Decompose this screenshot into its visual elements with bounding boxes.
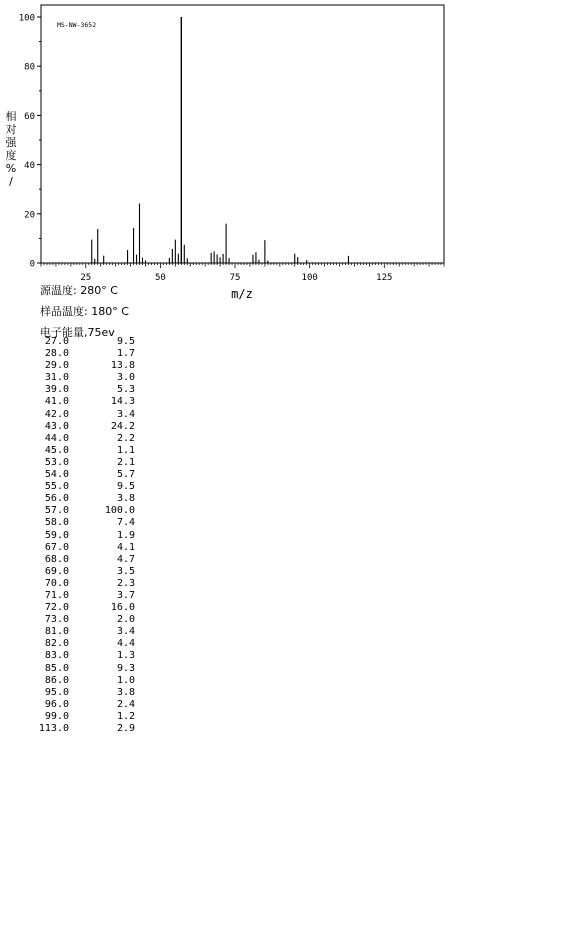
peak-row — [34, 421, 144, 433]
y-axis-label-char: 强 — [5, 136, 17, 149]
peak-mz: 58.0 — [44, 517, 69, 529]
peak-row — [34, 445, 144, 457]
peak-row — [34, 372, 144, 384]
peak-mz: 69.0 — [44, 565, 69, 577]
peak-row — [34, 469, 144, 481]
y-axis-label-char: 度 — [5, 149, 17, 162]
peak-intensity: 3.8 — [116, 686, 135, 698]
peak-row — [34, 409, 144, 421]
peak-mz: 31.0 — [44, 372, 69, 384]
x-tick-label: 125 — [376, 273, 393, 283]
peak-mz: 39.0 — [44, 384, 69, 396]
peak-row — [34, 481, 144, 493]
peak-mz: 71.0 — [44, 589, 69, 601]
peak-intensity: 1.3 — [116, 650, 135, 662]
peak-row — [34, 650, 144, 662]
y-tick-label: 20 — [24, 210, 35, 221]
peak-mz: 55.0 — [44, 481, 69, 493]
x-axis-label: m/z — [231, 287, 253, 301]
peak-mz: 70.0 — [44, 577, 69, 589]
peak-intensity: 2.0 — [116, 614, 135, 626]
peak-mz: 29.0 — [44, 360, 69, 372]
peak-intensity: 2.3 — [116, 577, 135, 589]
peak-intensity: 1.2 — [116, 710, 135, 722]
source-temperature: 源温度: 280° C — [40, 284, 118, 297]
y-axis-label-char: / — [9, 175, 13, 188]
peak-row — [34, 433, 144, 445]
peak-mz: 27.0 — [44, 336, 69, 347]
peak-mz: 59.0 — [44, 529, 69, 541]
peak-intensity: 3.8 — [116, 493, 135, 505]
y-tick-label: 60 — [24, 111, 35, 122]
peak-row — [34, 530, 144, 542]
y-tick-label: 80 — [24, 62, 35, 73]
peak-mz: 83.0 — [44, 650, 69, 662]
peak-mz: 72.0 — [44, 602, 69, 614]
peak-row — [34, 723, 144, 735]
peak-row — [34, 711, 144, 723]
y-tick-label: 40 — [24, 161, 35, 172]
peak-mz: 45.0 — [44, 444, 69, 456]
peak-intensity: 13.8 — [110, 360, 135, 372]
peak-row — [34, 336, 144, 348]
peak-intensity: 1.0 — [116, 674, 135, 686]
peak-row — [34, 663, 144, 675]
peak-mz: 28.0 — [44, 348, 69, 360]
y-axis-label-char: % — [5, 162, 17, 175]
x-tick-label: 25 — [80, 273, 92, 283]
peak-mz: 54.0 — [44, 469, 69, 481]
peak-mz: 99.0 — [44, 710, 69, 722]
y-tick-label: 0 — [29, 259, 35, 270]
peak-mz: 73.0 — [44, 614, 69, 626]
sample-temperature: 样品温度: 180° C — [40, 305, 129, 318]
peak-intensity: 4.4 — [116, 638, 135, 650]
peak-row — [34, 699, 144, 711]
peak-intensity: 9.3 — [116, 662, 135, 674]
peak-row — [34, 578, 144, 590]
peak-mz: 43.0 — [44, 420, 69, 432]
y-axis-label — [6, 109, 18, 188]
peak-mz: 95.0 — [44, 686, 69, 698]
peak-mz: 41.0 — [44, 396, 69, 408]
peak-intensity: 2.2 — [116, 432, 135, 444]
peak-intensity: 2.4 — [116, 698, 135, 710]
peak-intensity: 3.4 — [116, 626, 135, 638]
peak-intensity: 2.9 — [116, 723, 135, 734]
x-tick-label: 50 — [154, 273, 166, 283]
peak-row — [34, 542, 144, 554]
peak-intensity: 9.5 — [116, 336, 135, 347]
peak-row — [34, 554, 144, 566]
peak-mz: 86.0 — [44, 674, 69, 686]
peak-row — [34, 614, 144, 626]
peak-row — [34, 384, 144, 396]
spectrum-id-label: MS-NW-3652 — [57, 21, 97, 29]
y-axis-label-char: 对 — [5, 123, 17, 136]
peak-intensity: 100.0 — [104, 505, 135, 517]
peak-row — [34, 626, 144, 638]
peak-row — [34, 602, 144, 614]
peak-intensity: 4.7 — [116, 553, 135, 565]
peak-mz: 44.0 — [44, 432, 69, 444]
peak-row — [34, 687, 144, 699]
y-axis-label-char: 相 — [5, 110, 17, 123]
peak-row — [34, 675, 144, 687]
electron-energy: 电子能量,75ev — [40, 326, 115, 339]
peak-mz: 42.0 — [44, 408, 69, 420]
peak-intensity: 5.7 — [116, 469, 135, 481]
peak-row — [34, 348, 144, 360]
peak-row — [34, 517, 144, 529]
y-tick-label: 100 — [18, 13, 35, 24]
peak-intensity: 1.7 — [116, 348, 135, 360]
peak-intensity: 3.0 — [116, 372, 135, 384]
peak-row — [34, 493, 144, 505]
peak-intensity: 5.3 — [116, 384, 135, 396]
peak-row — [34, 590, 144, 602]
peak-mz: 68.0 — [44, 553, 69, 565]
peak-mz: 67.0 — [44, 541, 69, 553]
peak-mz: 96.0 — [44, 698, 69, 710]
peak-mz: 85.0 — [44, 662, 69, 674]
peak-intensity: 1.1 — [116, 444, 135, 456]
peak-row — [34, 505, 144, 517]
peak-intensity: 14.3 — [110, 396, 135, 408]
peak-mz: 81.0 — [44, 626, 69, 638]
peak-intensity: 9.5 — [116, 481, 135, 493]
peak-intensity: 24.2 — [110, 420, 135, 432]
peak-mz: 56.0 — [44, 493, 69, 505]
peak-row — [34, 457, 144, 469]
peak-intensity: 3.7 — [116, 589, 135, 601]
peak-intensity: 2.1 — [116, 456, 135, 468]
peak-row — [34, 360, 144, 372]
peak-mz: 82.0 — [44, 638, 69, 650]
peak-mz: 53.0 — [44, 456, 69, 468]
peak-intensity: 16.0 — [110, 602, 135, 614]
peak-row — [34, 566, 144, 578]
peak-intensity: 3.4 — [116, 408, 135, 420]
peak-row — [34, 638, 144, 650]
plot-frame — [41, 5, 444, 263]
peak-intensity: 4.1 — [116, 541, 135, 553]
peak-intensity: 3.5 — [116, 565, 135, 577]
peak-table — [34, 336, 144, 735]
peak-row — [34, 396, 144, 408]
peak-mz: 113.0 — [38, 723, 69, 734]
peak-intensity: 7.4 — [116, 517, 135, 529]
mass-spectrum-chart — [0, 0, 570, 310]
peak-mz: 57.0 — [44, 505, 69, 517]
x-tick-label: 100 — [301, 273, 318, 283]
peak-intensity: 1.9 — [116, 529, 135, 541]
x-tick-label: 75 — [229, 273, 241, 283]
